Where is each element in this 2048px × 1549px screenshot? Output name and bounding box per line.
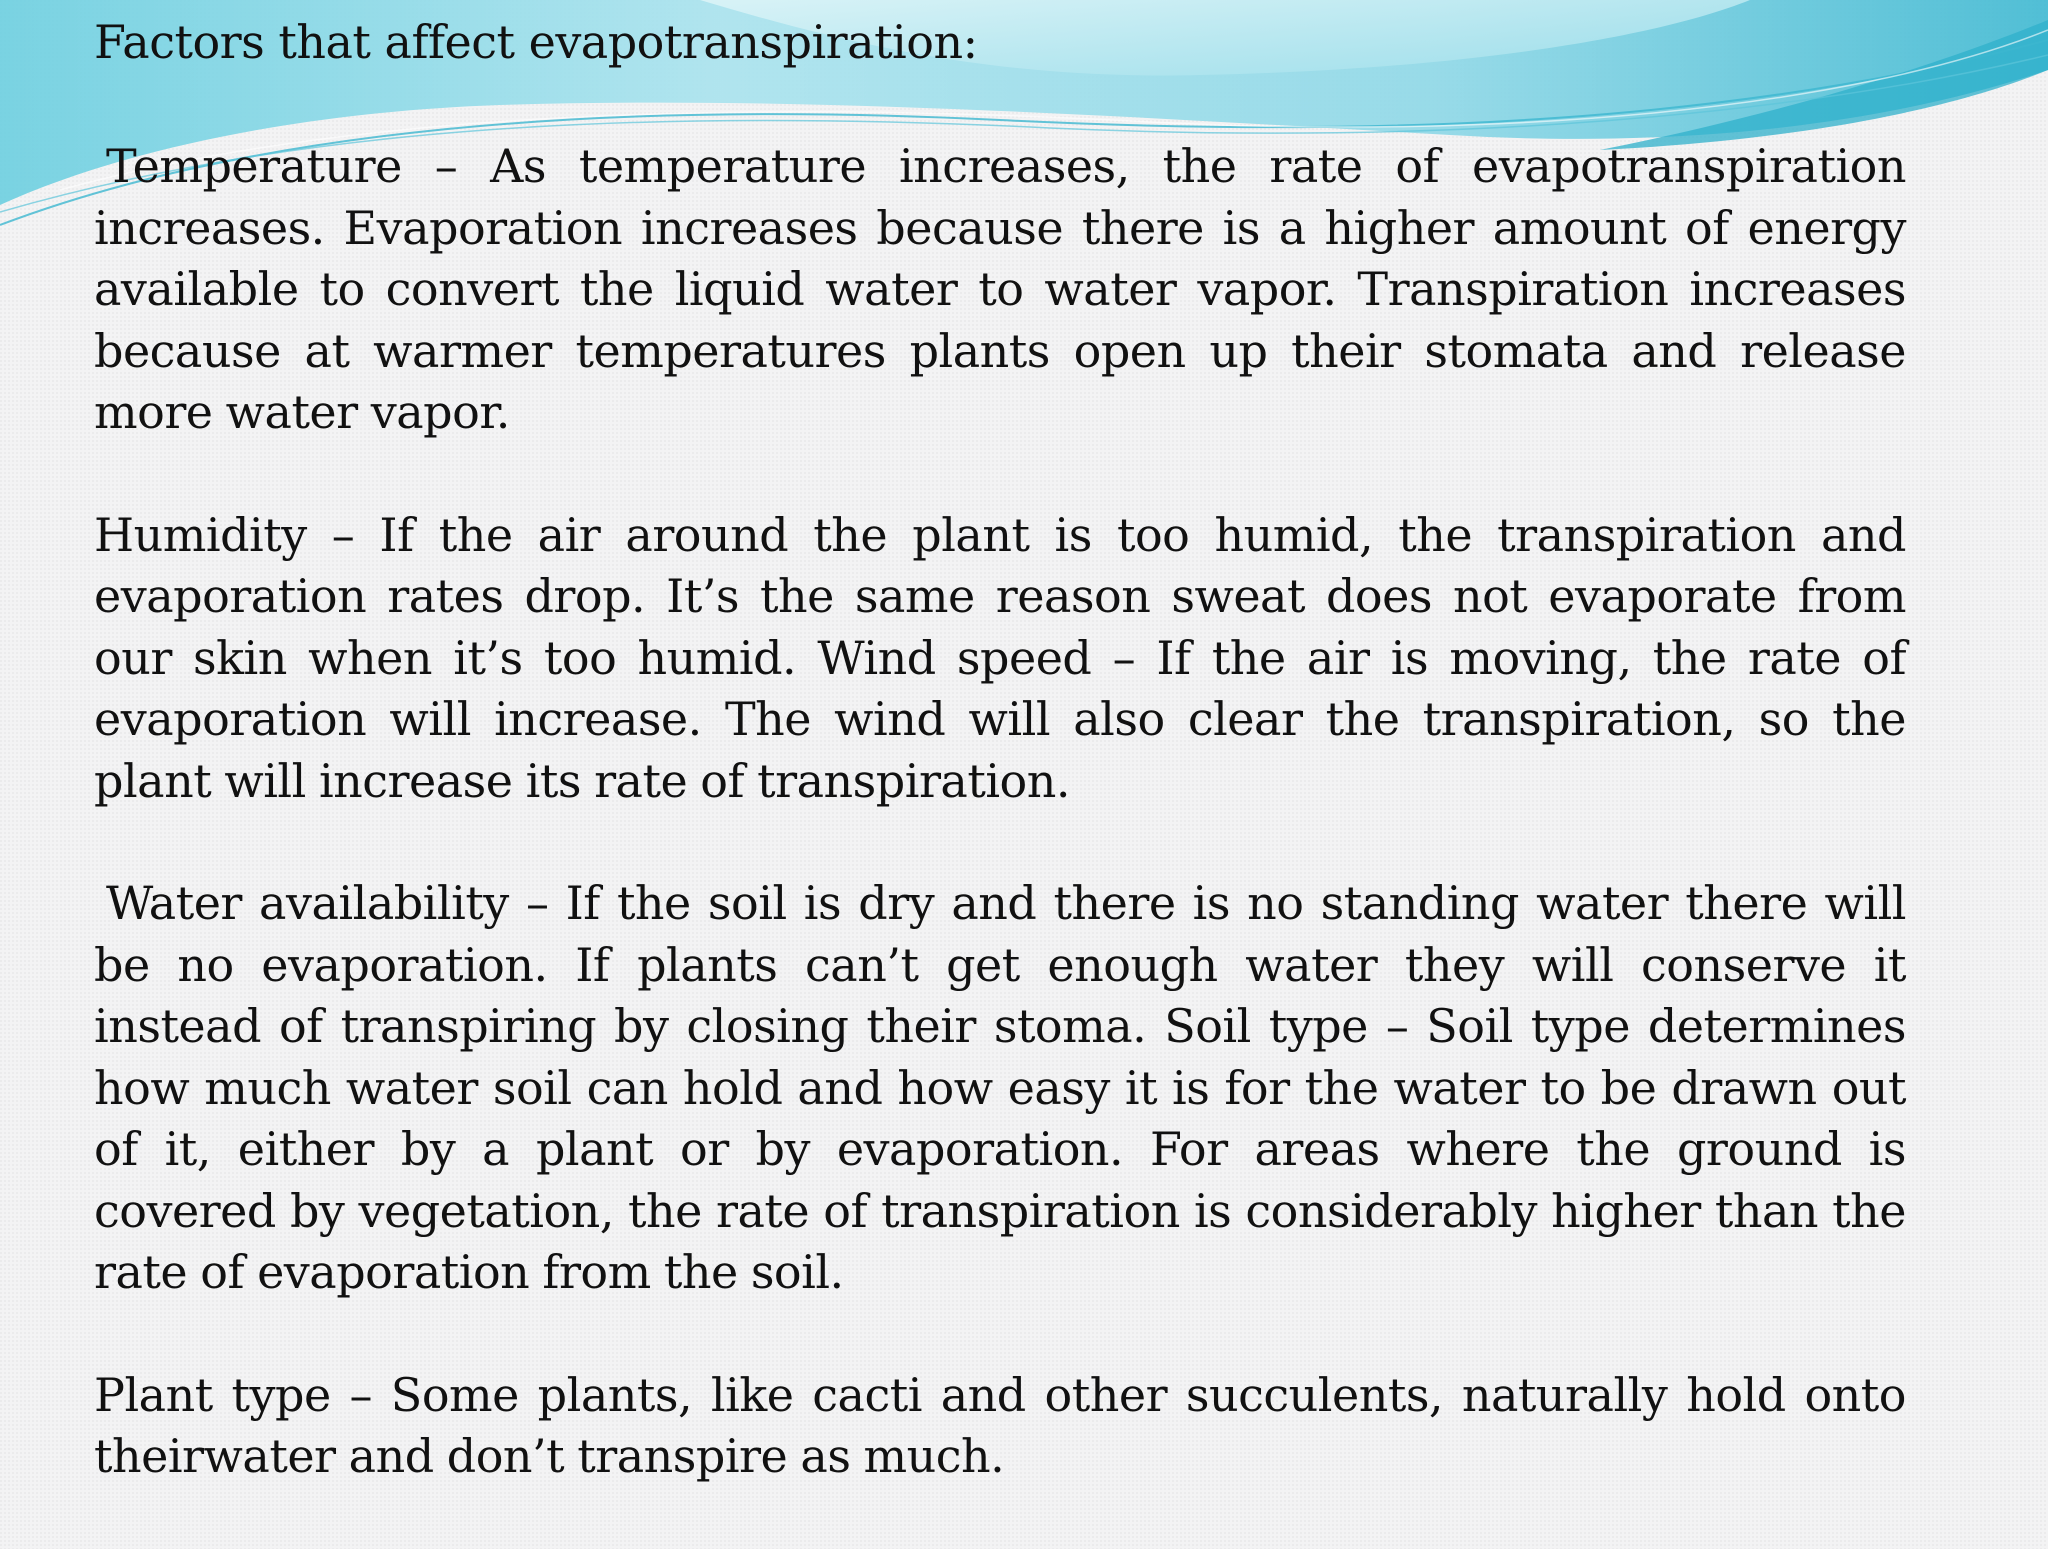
paragraph-plant-type: Plant type – Some plants, like cacti and other succulents, naturally hold onto theirwater and don’t transpire as much. (94, 1367, 1906, 1483)
slide-content (94, 14, 1906, 1549)
paragraph-temperature: Temperature – As temperature increases, the rate of evapotranspiration increases. Evaporation increases because there is a higher amount of energy available to convert the liquid water to water vapor. Transpiration increases because at warmer temperatures plants open up their stomata and release more water vapor. (94, 139, 1906, 439)
slide-title: Factors that affect evapotranspiration: (94, 15, 978, 69)
paragraph-humidity-wind: Humidity – If the air around the plant is too humid, the transpiration and evaporation rates drop. It’s the same reason sweat does not evaporate from our skin when it’s too humid. Wind speed – If the air is moving, the rate of evaporation will increase. The wind will also clear the transpiration, so the plant will increase its rate of transpiration. (94, 507, 1906, 808)
paragraph-water-soil: Water availability – If the soil is dry and there is no standing water there will be no evaporation. If plants can’t get enough water they will conserve it instead of transpiring by closing their stoma. Soil type – Soil type determines how much water soil can hold and how easy it is for the water to be drawn out of it, either by a plant or by evaporation. For areas where the ground is covered by vegetation, the rate of transpiration is considerably higher than the rate of evaporation from the soil. (94, 876, 1906, 1299)
